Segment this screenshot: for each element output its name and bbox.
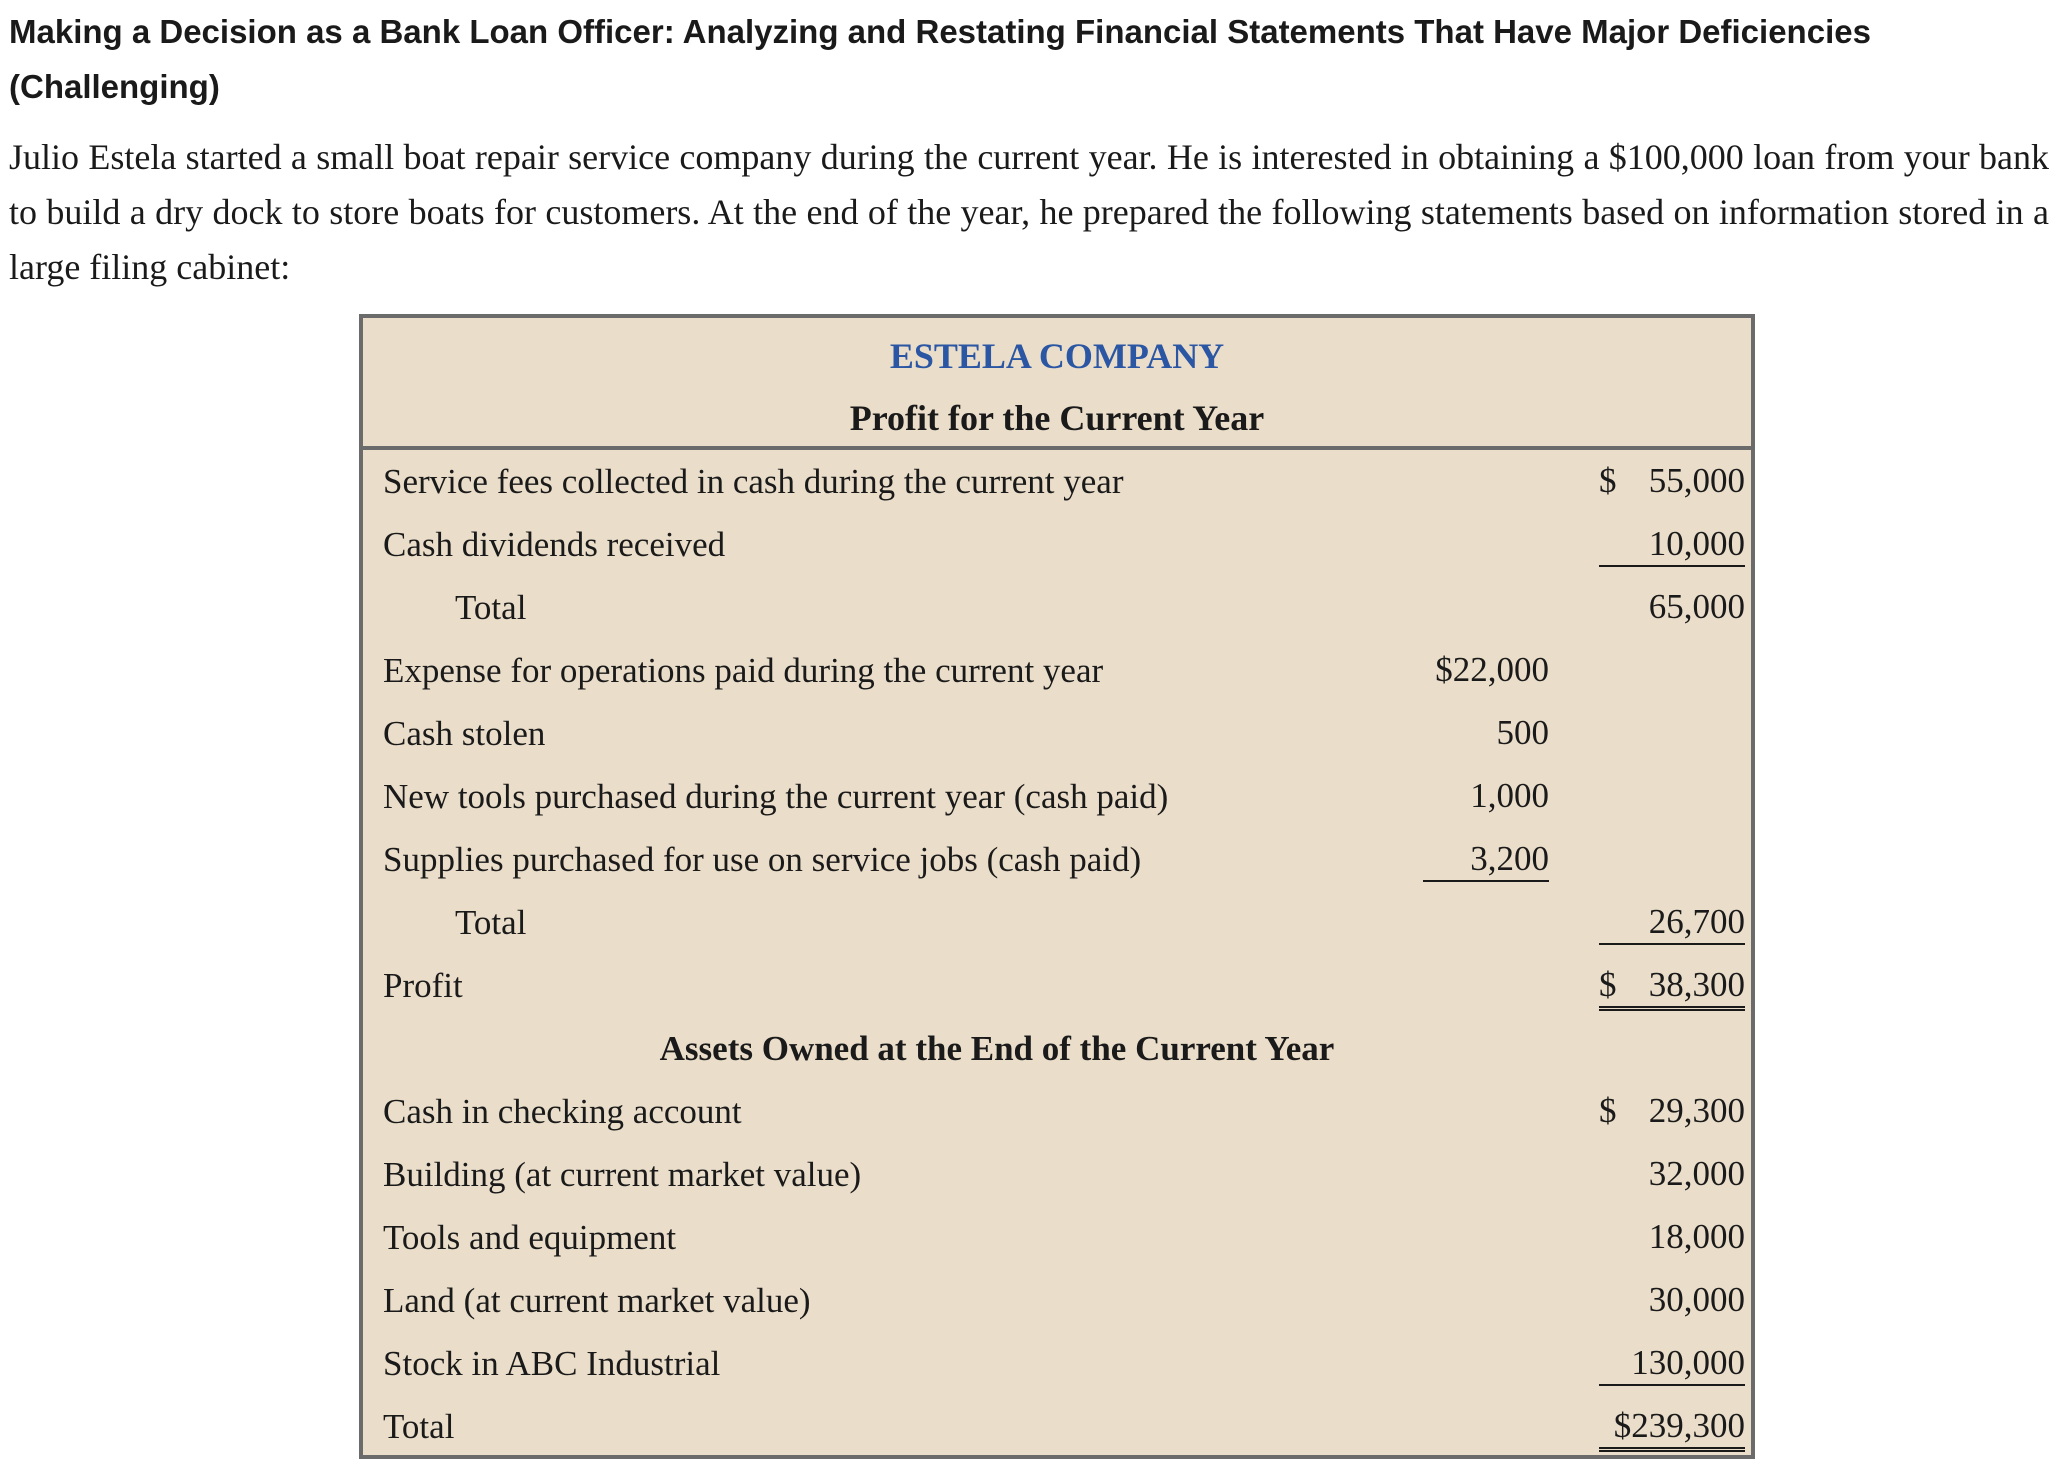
income-statement-table	[359, 314, 1755, 1459]
row-label: Total	[455, 588, 527, 627]
statement-row	[363, 954, 1751, 1017]
row-label: Profit	[383, 966, 463, 1005]
statement-row	[363, 450, 1751, 513]
statement-row	[363, 891, 1751, 954]
statement-row	[363, 1080, 1751, 1143]
row-amount: 30,000	[1648, 1280, 1745, 1319]
row-label: Total	[455, 903, 527, 942]
row-amount: 130,000	[1599, 1342, 1745, 1386]
row-amount: $22,000	[1435, 650, 1549, 689]
row-label: Tools and equipment	[383, 1218, 677, 1257]
row-label: Land (at current market value)	[383, 1281, 811, 1320]
row-amount: 18,000	[1648, 1217, 1745, 1256]
row-amount: 500	[1496, 713, 1549, 752]
statement-row	[363, 639, 1751, 702]
statement-title: Profit for the Current Year	[849, 398, 1265, 438]
row-label: Building (at current market value)	[383, 1155, 862, 1194]
statement-row	[363, 1269, 1751, 1332]
row-label: Cash stolen	[383, 714, 546, 753]
row-amount: 3,200	[1423, 838, 1549, 882]
row-label: Service fees collected in cash during the current year	[383, 462, 1124, 501]
statement-row	[363, 1332, 1751, 1395]
row-amount: 10,000	[1599, 523, 1745, 567]
statement-row	[363, 765, 1751, 828]
statement-row	[363, 1395, 1751, 1458]
statement-row	[363, 828, 1751, 891]
statement-row	[363, 1206, 1751, 1269]
statement-header	[363, 318, 1751, 450]
row-amount: 1,000	[1470, 776, 1549, 815]
statement-row	[363, 702, 1751, 765]
row-label: Cash in checking account	[383, 1092, 742, 1131]
row-label: New tools purchased during the current year (cash paid)	[383, 777, 1169, 816]
row-amount: $ 29,300	[1599, 1091, 1745, 1130]
row-amount: 65,000	[1648, 587, 1745, 626]
row-amount: $239,300	[1599, 1405, 1745, 1452]
assets-title: Assets Owned at the End of the Current Year	[659, 1029, 1335, 1068]
company-name: ESTELA COMPANY	[889, 336, 1225, 376]
statement-row	[363, 1143, 1751, 1206]
statement-row	[363, 576, 1751, 639]
row-label: Cash dividends received	[383, 525, 726, 564]
statement-row	[363, 513, 1751, 576]
row-amount: $ 38,300	[1599, 964, 1745, 1011]
row-label: Expense for operations paid during the current year	[383, 651, 1104, 690]
row-amount: $ 55,000	[1599, 461, 1745, 500]
statement-section-title	[363, 1017, 1751, 1080]
row-amount: 32,000	[1648, 1154, 1745, 1193]
row-label: Total	[383, 1407, 455, 1446]
row-label: Stock in ABC Industrial	[383, 1344, 721, 1383]
row-label: Supplies purchased for use on service jobs (cash paid)	[383, 840, 1142, 879]
row-amount: 26,700	[1599, 901, 1745, 945]
problem-heading: Making a Decision as a Bank Loan Officer: Analyzing and Restating Financial Statements That Have Major Deficiencies (Challenging)	[9, 13, 1871, 105]
problem-intro: Julio Estela started a small boat repair service company during the current year. He is interested in obtaining a $100,000 loan from your bank to build a dry dock to store boats for customers. At the end of the year, he prepared the following statements based on information stored in a large filing cabinet:	[9, 137, 2049, 287]
